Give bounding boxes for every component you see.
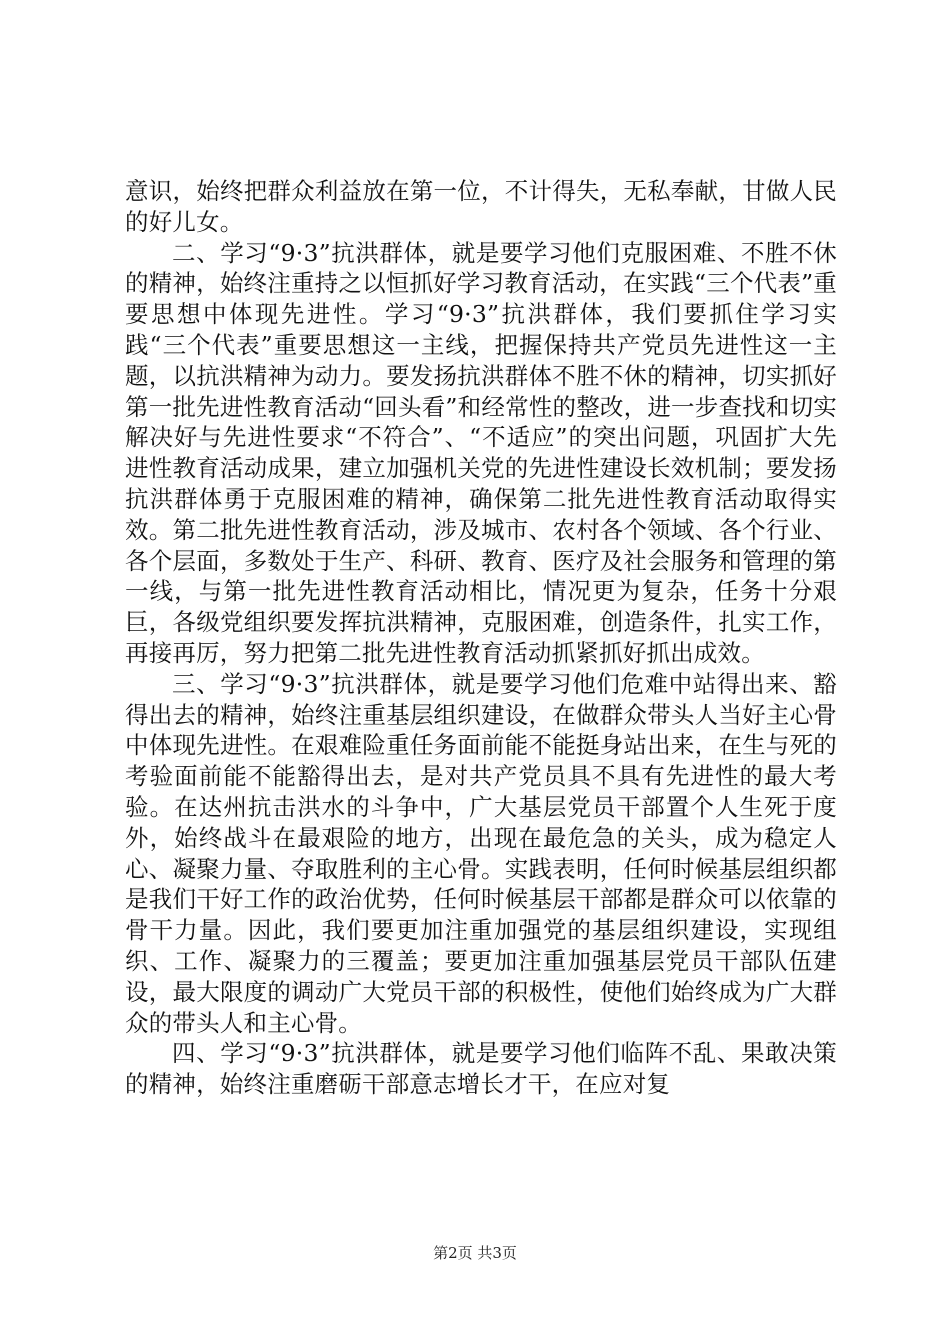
paragraph-section-two: 二、学习“9·3”抗洪群体，就是要学习他们克服困难、不胜不休的精神，始终注重持之以恒抓好学习教育活动，在实践“三个代表”重要思想中体现先进性。学习“9·3”抗洪群体，我们要抓住学习实践“三个代表”重要思想这一主线，把握保持共产党员先进性这一主题，以抗洪精神为动力。要发扬抗洪群体不胜不休的精神，切实抓好第一批先进性教育活动“回头看”和经常性的整改，进一步查找和切实解决好与先进性要求“不符合”、“不适应”的突出问题，巩固扩大先进性教育活动成果，建立加强机关党的先进性建设长效机制；要发扬抗洪群体勇于克服困难的精神，确保第二批先进性教育活动取得实效。第二批先进性教育活动，涉及城市、农村各个领域、各个行业、各个层面，多数处于生产、科研、教育、医疗及社会服务和管理的第一线，与第一批先进性教育活动相比，情况更为复杂，任务十分艰巨，各级党组织要发挥抗洪精神，克服困难，创造条件，扎实工作，再接再厉，努力把第二批先进性教育活动抓紧抓好抓出成效。 xyxy=(125,238,837,667)
paragraph-continuation: 意识，始终把群众利益放在第一位，不计得失，无私奉献，甘做人民的好儿女。 xyxy=(125,177,837,236)
page-number-footer: 第2页 共3页 xyxy=(433,1244,517,1262)
paragraph-section-four: 四、学习“9·3”抗洪群体，就是要学习他们临阵不乱、果敢决策的精神，始终注重磨砺干部意志增长才干，在应对复 xyxy=(125,1039,837,1099)
document-body xyxy=(125,176,837,1100)
paragraph-section-three: 三、学习“9·3”抗洪群体，就是要学习他们危难中站得出来、豁得出去的精神，始终注重基层组织建设，在做群众带头人当好主心骨中体现先进性。在艰难险重任务面前能不能挺身站出来，在生与死的考验面前能不能豁得出去，是对共产党员具不具有先进性的最大考验。在达州抗击洪水的斗争中，广大基层党员干部置个人生死于度外，始终战斗在最艰险的地方，出现在最危急的关头，成为稳定人心、凝聚力量、夺取胜利的主心骨。实践表明，任何时候基层组织都是我们干好工作的政治优势，任何时候基层干部都是群众可以依靠的骨干力量。因此，我们要更加注重加强党的基层组织建设，实现组织、工作、凝聚力的三覆盖；要更加注重加强基层党员干部队伍建设，最大限度的调动广大党员干部的积极性，使他们始终成为广大群众的带头人和主心骨。 xyxy=(125,669,837,1037)
